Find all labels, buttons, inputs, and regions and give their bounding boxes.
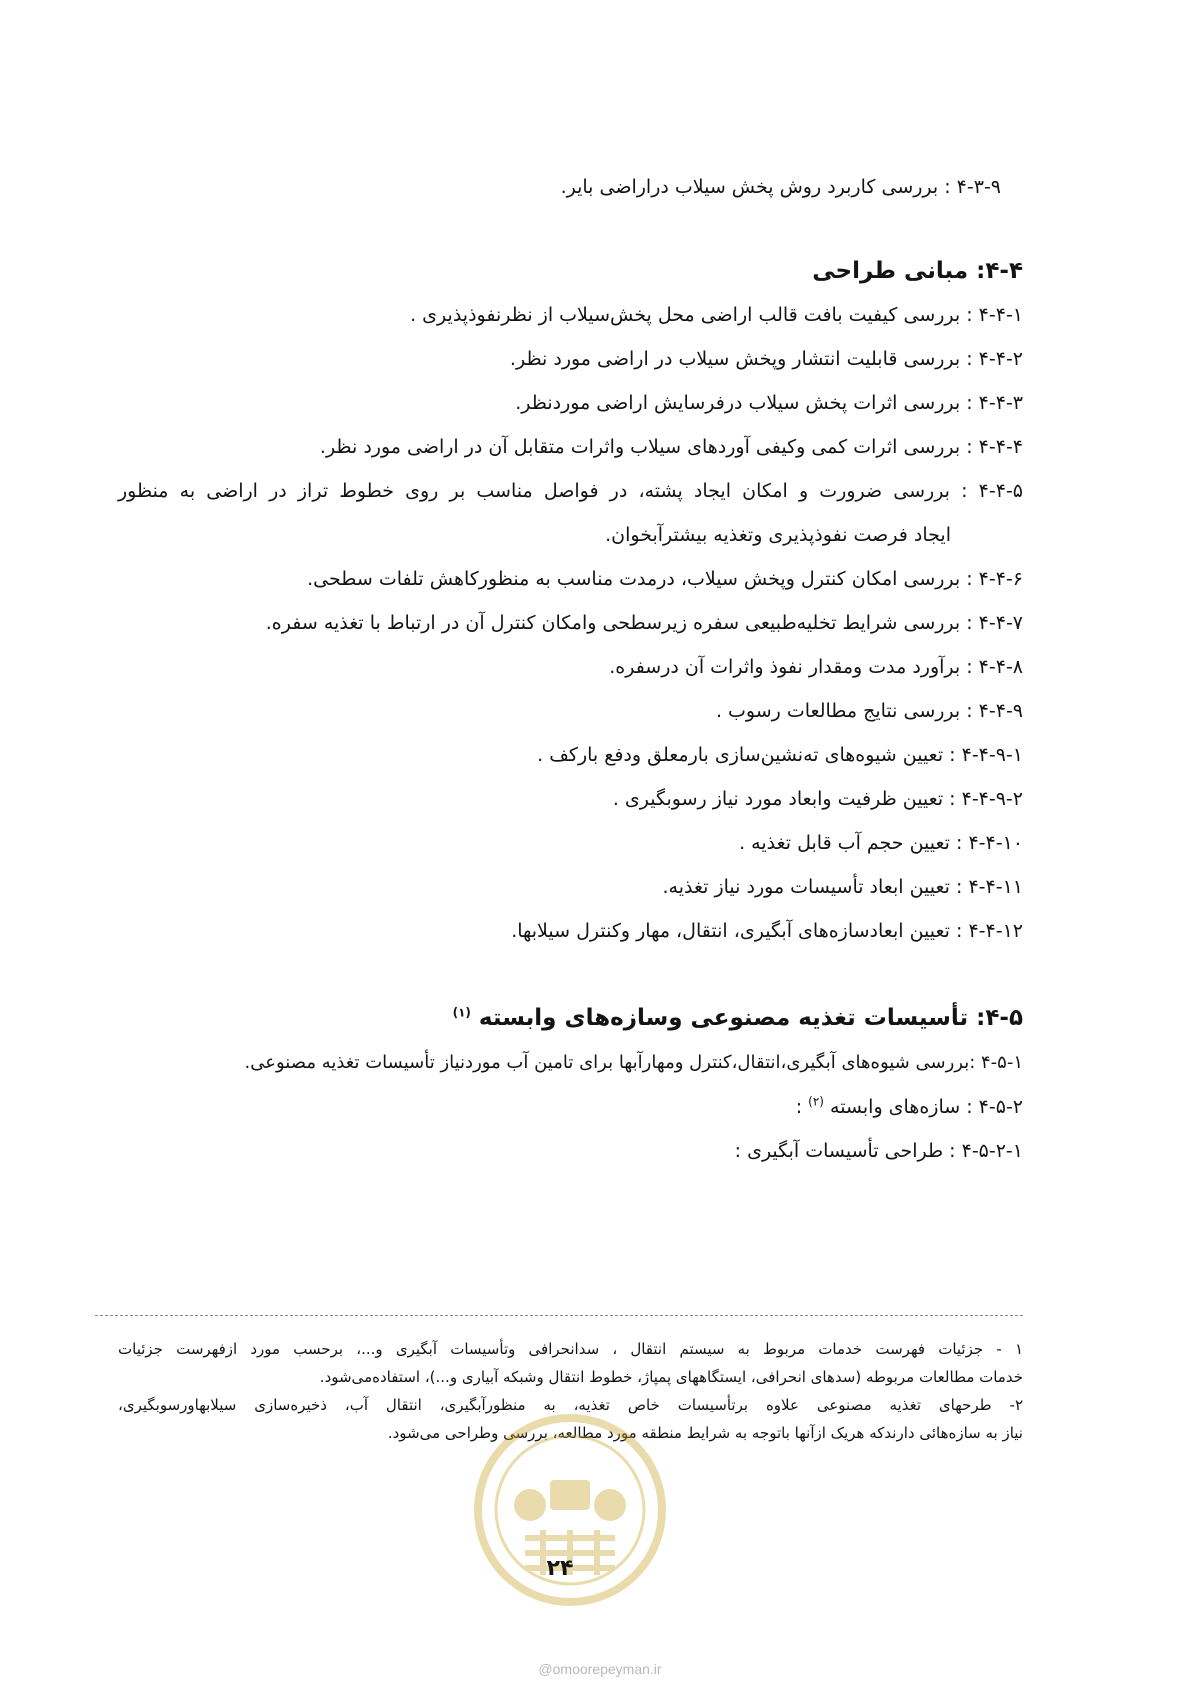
footnote-1-line-2: خدمات مطالعات مربوطه (سدهای انحرافی، ایستگاههای پمپاژ، خطوط انتقال وشبکه آبیاری و...)، استفاده‌می‌شود. xyxy=(319,1368,1023,1386)
item-4-5-2-text: ۴-۵-۲ : سازه‌های وابسته xyxy=(830,1096,1023,1118)
item-4-4-5: ۴-۴-۵ : بررسی ضرورت و امکان ایجاد پشته، در فواصل مناسب بر روی خطوط تراز در اراضی به منظور xyxy=(118,480,1023,502)
item-4-4-2: ۴-۴-۲ : بررسی قابلیت انتشار وپخش سیلاب در اراضی مورد نظر. xyxy=(509,348,1023,370)
item-4-5-2-1: ۴-۵-۲-۱ : طراحی تأسیسات آبگیری : xyxy=(734,1140,1023,1162)
site-watermark: @omoorepeyman.ir xyxy=(538,1661,662,1677)
footnote-ref-2: (۲) xyxy=(808,1094,824,1109)
item-4-4-9-2: ۴-۴-۹-۲ : تعیین ظرفیت وابعاد مورد نیاز رسوبگیری . xyxy=(612,788,1023,810)
item-4-4-8: ۴-۴-۸ : برآورد مدت ومقدار نفوذ واثرات آن درسفره. xyxy=(609,656,1023,678)
item-4-4-10: ۴-۴-۱۰ : تعیین حجم آب قابل تغذیه . xyxy=(739,832,1023,854)
footnote-ref-1: (۱) xyxy=(452,1005,471,1020)
item-4-5-1: ۴-۵-۱ :بررسی شیوه‌های آبگیری،انتقال،کنترل ومهارآبها برای تامین آب موردنیاز تأسیسات تغذیه مصنوعی. xyxy=(244,1052,1023,1073)
footnote-1-line-1: ۱ - جزئیات فهرست خدمات مربوط به سیستم انتقال ، سدانحرافی وتأسیسات آبگیری و...، برحسب مورد ازفهرست جزئیات xyxy=(118,1340,1023,1358)
watermark-seal-icon xyxy=(470,1410,670,1620)
item-4-4-4: ۴-۴-۴ : بررسی اثرات کمی وکیفی آوردهای سیلاب واثرات متقابل آن در اراضی مورد نظر. xyxy=(319,436,1023,458)
item-4-5-2 xyxy=(796,1094,1023,1120)
page-number: ۲۴ xyxy=(546,1556,574,1581)
item-4-4-1: ۴-۴-۱ : بررسی کیفیت بافت قالب اراضی محل پخش‌سیلاب از نظرنفوذپذیری . xyxy=(410,304,1023,326)
item-4-4-3: ۴-۴-۳ : بررسی اثرات پخش سیلاب درفرسایش اراضی موردنظر. xyxy=(515,392,1023,414)
item-4-4-9-1: ۴-۴-۹-۱ : تعیین شیوه‌های ته‌نشین‌سازی بارمعلق ودفع بارکف . xyxy=(537,744,1023,766)
item-4-3-9: ۴-۳-۹ : بررسی کاربرد روش پخش سیلاب دراراضی بایر. xyxy=(560,176,1001,198)
item-4-4-12: ۴-۴-۱۲ : تعیین ابعادسازه‌های آبگیری، انتقال، مهار وکنترل سیلابها. xyxy=(511,920,1023,942)
section-heading-4-5 xyxy=(453,1002,1023,1034)
item-4-4-11: ۴-۴-۱۱ : تعیین ابعاد تأسیسات مورد نیاز تغذیه. xyxy=(662,876,1023,898)
footnote-2-line-1: ۲- طرحهای تغذیه مصنوعی علاوه برتأسیسات خاص تغذیه، به منظورآبگیری، انتقال آب، ذخیره‌سازی سیلابهاورسوبگیری، xyxy=(118,1396,1023,1414)
section-heading-4-4: ۴-۴: مبانی طراحی xyxy=(812,258,1023,284)
item-4-4-7: ۴-۴-۷ : بررسی شرایط تخلیه‌طبیعی سفره زیرسطحی وامکان کنترل آن در ارتباط با تغذیه سفره. xyxy=(265,612,1023,634)
footnote-divider xyxy=(95,1315,1023,1316)
item-4-4-9: ۴-۴-۹ : بررسی نتایج مطالعات رسوب . xyxy=(715,700,1023,722)
item-4-5-2-colon: : xyxy=(795,1096,803,1118)
item-4-4-5-continuation: ایجاد فرصت نفوذپذیری وتغذیه بیشترآبخوان. xyxy=(605,524,951,546)
footnote-2-line-2: نیاز به سازه‌هائی دارندکه هریک ازآنها باتوجه به شرایط منطقه مورد مطالعه، بررسی وطراحی می‌شود. xyxy=(387,1424,1023,1442)
item-4-4-6: ۴-۴-۶ : بررسی امکان کنترل وپخش سیلاب، درمدت مناسب به منظورکاهش تلفات سطحی. xyxy=(307,568,1023,590)
section-heading-4-5-text: ۴-۵: تأسیسات تغذیه مصنوعی وسازه‌های وابسته xyxy=(478,1005,1023,1031)
